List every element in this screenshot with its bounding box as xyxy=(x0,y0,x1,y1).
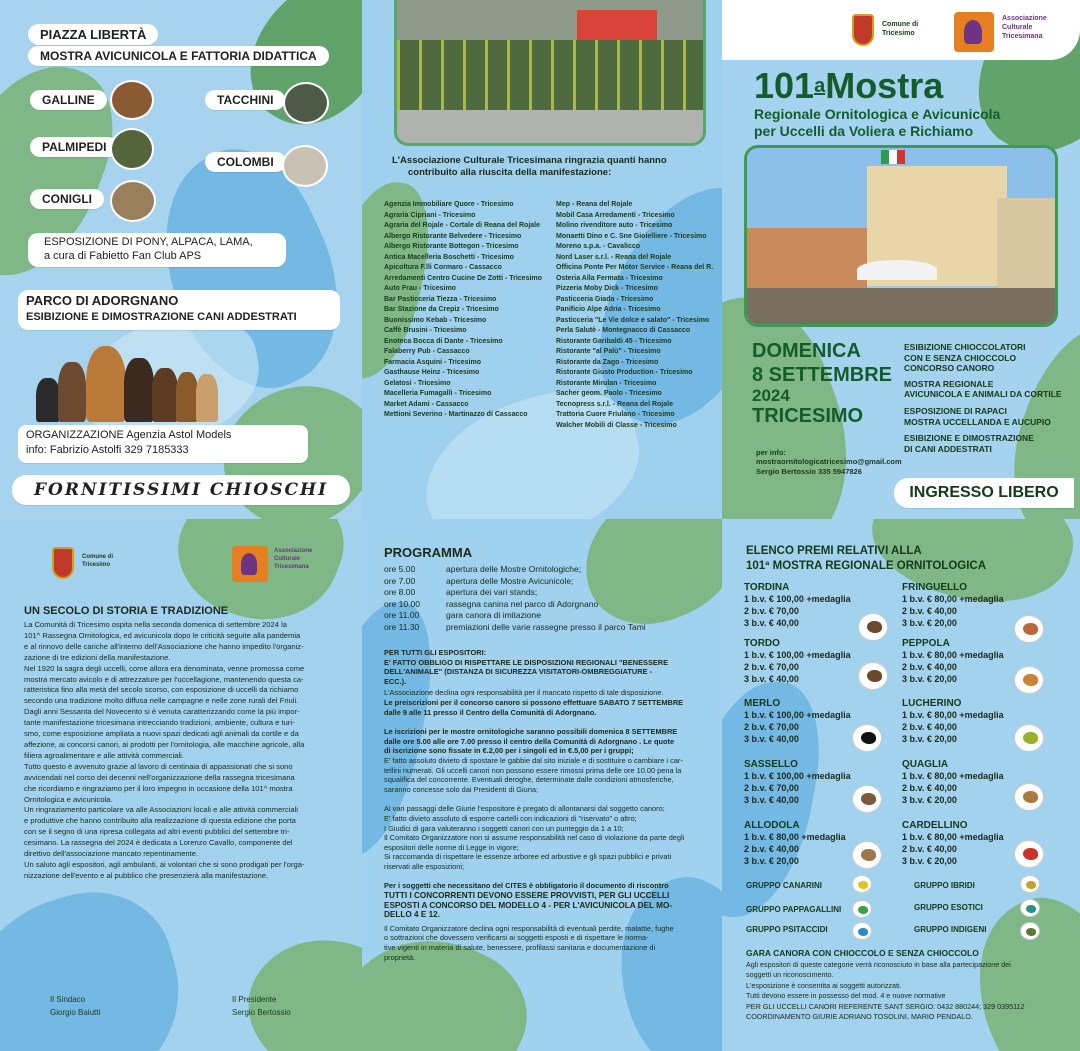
panel-cover xyxy=(722,0,1080,519)
rule-bold-line: ESPOSTI A CONCORSO DEL MODELLO 4 - PER L'AVICUNICOLA DEL MO- xyxy=(384,900,673,910)
body-line: Nel 1920 la sagra degli uccelli, come allora era denominata, venne promossa come xyxy=(24,663,305,673)
prizes-heading-1: ELENCO PREMI RELATIVI ALLA xyxy=(746,545,922,557)
body-line: 101^ Rassegna Ornitologica, ed avicunicola dopo le criticità seguite alla pandemia xyxy=(24,630,301,640)
schedule-row xyxy=(384,599,646,611)
sponsor-item: Gelatosi - Tricesimo xyxy=(384,379,451,387)
sponsor-item: Falaberry Pub - Cassacco xyxy=(384,348,470,355)
schedule-table xyxy=(384,564,646,634)
prize-block-tordo xyxy=(744,638,851,686)
gara-line: COORDINAMENTO GIURIE ADRIANO TOSOLINI, MARIO PENDALO. xyxy=(746,1012,973,1022)
prize-name: SASSELLO xyxy=(744,759,798,770)
cover-subtitle-1: Regionale Ornitologica e Avicunicola xyxy=(754,106,1001,122)
rule-line: saranno concesse solo dai Presidenti di Giuria; xyxy=(384,784,539,794)
sponsor-item: Agraria Cipriani - Tricesimo xyxy=(384,211,476,219)
schedule-text: apertura dei vari stands; xyxy=(446,587,538,598)
prize-line: 2 b.v. € 40,00 xyxy=(744,844,799,855)
info-phone: Sergio Bertossio 335 5947826 xyxy=(756,467,862,476)
sponsor-item: Ristorante da Zago - Tricesimo xyxy=(556,358,659,366)
rule-line: L'Associazione declina ogni responsabilità per il mancato rispetto di tale disposizione. xyxy=(384,688,664,698)
esotici-bird-icon xyxy=(1020,899,1040,917)
prize-block-peppola xyxy=(902,638,1004,686)
body-line: Ornitologica e avicunicola. xyxy=(24,794,113,804)
body-line: e al rinnovo delle cariche all'interno dell'Associazione che hanno impedito l'organiz- xyxy=(24,641,304,651)
body-line: Un ringraziamento particolare va alle Associazioni locali e alle attività commerciali xyxy=(24,805,298,815)
panel-prizes xyxy=(722,519,1080,1051)
prize-line: 3 b.v. € 20,00 xyxy=(902,618,957,629)
kiosks-banner: FORNITISSIMI CHIOSCHI xyxy=(12,475,350,505)
gara-line: soggetti un riconoscimento. xyxy=(746,970,834,980)
schedule-time: ore 5.00 xyxy=(384,564,416,574)
sponsor-item: Molino rivenditore auto - Tricesimo xyxy=(556,222,673,229)
prize-line: 1 b.v. € 100,00 +medaglia xyxy=(744,650,851,660)
schedule-text: apertura delle Mostre Avicunicole; xyxy=(446,575,574,586)
quaglia-bird-icon xyxy=(1014,783,1044,811)
schedule-text: gara canora di imitazione xyxy=(446,610,541,621)
rule-line: espositori delle norme di Legge in vigore; xyxy=(384,842,519,852)
prize-name: TORDO xyxy=(744,638,780,649)
sponsor-item: Mep - Reana del Rojale xyxy=(556,201,633,208)
body-line: ratteristica fino alla metà del secolo scorso, con esposizione di uccelli da richiamo xyxy=(24,685,299,695)
program-heading: PROGRAMMA xyxy=(384,545,473,560)
org-line2: info: Fabrizio Astolfi 329 7185333 xyxy=(26,444,189,456)
schedule-text: rassegna canina nel parco di Adorgnano xyxy=(446,598,599,609)
rule-line: I Giudici di gara valuteranno i soggetti canori con un punteggio da 1 a 10; xyxy=(384,823,624,833)
rule-line: tive vigenti in materia di salute, benessere, profilassi sanitaria e documentazione di xyxy=(384,943,656,953)
schedule-row xyxy=(384,622,646,634)
dogs-photo xyxy=(36,342,218,424)
body-line: affezione, ai concorsi canori, ai prodotti per l'ornitologia, alle macchine agricole, alla xyxy=(24,739,305,749)
body-line: con se il segno di una ripresa collegata ad altri eventi pubblici del settembre tri- xyxy=(24,827,290,837)
info-label: per info: xyxy=(756,448,786,457)
body-line: secondo una tradizione molto diffusa nelle campagne e nelle zone rurali del Friuli. xyxy=(24,696,299,706)
indigeni-bird-icon xyxy=(1020,922,1040,940)
event-item: ESIBIZIONE CHIOCCOLATORI xyxy=(904,342,1026,352)
body-line: e produttive che hanno contribuito alla realizzazione di questa edizione che porta xyxy=(24,816,296,826)
comune-crest-icon xyxy=(52,547,74,579)
prize-line: 1 b.v. € 80,00 +medaglia xyxy=(902,710,1004,720)
body-line: zazione di tre edizioni della manifestazione. xyxy=(24,652,171,662)
association-label: Associazione Culturale Tricesimana xyxy=(274,548,313,570)
body-line: mostra mercato avicolo e di attrezzature per l'uccellagione, mantenendo questa ca- xyxy=(24,674,304,684)
rule-line: proprietà. xyxy=(384,952,416,962)
rule-line: E' fatto divieto assoluto di esporre cartelli con indicazioni di "riservato" o altro; xyxy=(384,813,637,823)
sponsor-item: Agraria del Rojale - Cortale di Reana del Rojale xyxy=(384,222,540,229)
prize-line: 3 b.v. € 20,00 xyxy=(902,856,957,867)
schedule-time: ore 11.00 xyxy=(384,610,420,621)
allodola-bird-icon xyxy=(852,841,882,869)
sign-mayor-role: Il Sindaco xyxy=(50,995,86,1004)
date-day: DOMENICA xyxy=(752,340,861,362)
schedule-time: ore 11.30 xyxy=(384,621,420,632)
prize-name: CARDELLINO xyxy=(902,820,968,831)
piazza-title: PIAZZA LIBERTÀ xyxy=(28,24,158,45)
sponsor-item: Pasticceria Giada - Tricesimo xyxy=(556,295,654,303)
sponsor-item: Ristorante "al Palù" - Tricesimo xyxy=(556,348,661,355)
colombi-photo xyxy=(282,145,328,187)
fringuello-bird-icon xyxy=(1014,615,1044,643)
association-logo-icon xyxy=(954,12,994,52)
history-body xyxy=(24,620,304,882)
prize-line: 3 b.v. € 20,00 xyxy=(902,734,957,745)
sponsor-item: Panificio Alpe Adria - Tricesimo xyxy=(556,306,661,313)
canarini-bird-icon xyxy=(852,875,872,893)
prize-line: 2 b.v. € 70,00 xyxy=(744,606,799,617)
rule-line: tellini numerati. Gli uccelli canori non possono essere rimossi prima delle ore 10.00 pena la xyxy=(384,765,682,775)
cardellino-bird-icon xyxy=(1014,840,1044,868)
peppola-bird-icon xyxy=(1014,666,1044,694)
sponsors-left-list xyxy=(384,200,542,421)
event-item: ESIBIZIONE E DIMOSTRAZIONE xyxy=(904,433,1034,444)
org-line1: ORGANIZZAZIONE Agenzia Astol Models xyxy=(26,429,232,441)
prize-line: 2 b.v. € 70,00 xyxy=(744,722,799,733)
sign-president-role: Il Presidente xyxy=(232,995,277,1004)
title-superscript: a xyxy=(814,75,826,97)
leaf-decoration xyxy=(228,0,362,149)
piazza-subtitle: MOSTRA AVICUNICOLA E FATTORIA DIDATTICA xyxy=(28,46,329,66)
thanks-line1: L'Associazione Culturale Tricesimana ringrazia quanti hanno xyxy=(392,155,667,166)
prize-line: 3 b.v. € 40,00 xyxy=(744,618,799,629)
animal-tacchini: TACCHINI xyxy=(205,90,285,110)
sponsor-item: Trattoria Cuore Friulano - Tricesimo xyxy=(556,411,675,418)
body-line: La Comunità di Tricesimo ospita nella seconda domenica di settembre 2024 la xyxy=(24,620,287,629)
prize-line: 1 b.v. € 80,00 +medaglia xyxy=(902,594,1004,604)
schedule-text: premiazioni delle varie rassegne presso il parco Tami xyxy=(446,621,646,632)
event-item: CON E SENZA CHIOCCOLO xyxy=(904,352,1017,363)
market-photo xyxy=(394,0,706,146)
panel-program xyxy=(362,519,722,1051)
ibridi-bird-icon xyxy=(1020,875,1040,893)
prize-line: 1 b.v. € 80,00 +medaglia xyxy=(902,771,1004,781)
prize-name: FRINGUELLO xyxy=(902,582,967,593)
gara-title: GARA CANORA CON CHIOCCOLO E SENZA CHIOCCOLO xyxy=(746,948,979,958)
prize-name: ALLODOLA xyxy=(744,820,800,831)
rule-bold-line: DELL'ANIMALE" (DISTANZA DI SICUREZZA VISITATORI-OMBREGGIATURE - xyxy=(384,667,653,677)
sponsors-right-list xyxy=(556,200,713,431)
event-item: MOSTRA UCCELLANDA E AUCUPIO xyxy=(904,416,1051,427)
body-line: nizzazione dell'evento e al pubblico che presenzierà alla manifestazione. xyxy=(24,870,269,880)
leaf-decoration xyxy=(226,908,362,1051)
sponsor-item: Auto Frau - Tricesimo xyxy=(384,285,456,292)
body-line: Dagli anni Sessanta del Novecento si è venuta caratterizzando come la più impor- xyxy=(24,707,300,717)
body-line: smo, come esposizione ampliata a nuovi spazi dedicati agli animali da cortile e da xyxy=(24,729,299,739)
association-label: Associazione Culturale Tricesimana xyxy=(1002,15,1047,40)
rule-line: Il Comitato Organizzatore declina ogni responsabilità di eventuali perdite, malattie, fughe xyxy=(384,923,674,933)
parco-title: PARCO DI ADORGNANO xyxy=(26,293,179,308)
date-month: 8 SETTEMBRE xyxy=(752,364,893,386)
prize-block-quaglia xyxy=(902,759,1004,807)
parco-subtitle: ESIBIZIONE E DIMOSTRAZIONE CANI ADDESTRATI xyxy=(26,311,297,323)
sponsor-item: Sacher geom. Paolo - Tricesimo xyxy=(556,390,662,397)
rule-bold-line: dalle ore 5.00 alle ore 7.00 presso il centro della Comunità di Adorgnano . Le quote xyxy=(384,736,675,746)
body-line: Tutto questo è avvenuto grazie al lavoro di centinaia di appassionati che si sono xyxy=(24,761,293,771)
comune-crest-icon xyxy=(852,14,874,46)
prize-name: MERLO xyxy=(744,698,781,709)
sponsor-item: Antica Macelleria Boschetti - Tricesimo xyxy=(384,253,514,261)
palmipedi-photo xyxy=(110,128,154,170)
sponsor-item: Buonissimo Kebab - Tricesimo xyxy=(384,316,487,324)
sponsor-item: Mettioni Severino - Martinazzo di Cassacco xyxy=(384,411,528,418)
body-line: che ricordiamo e ringraziamo per il loro impegno in occasione della 101^ mostra xyxy=(24,783,293,793)
tacchini-photo xyxy=(283,82,329,124)
rule-bold-line: Per i soggetti che necessitano del CITES è obbligatorio il documento di riscontro xyxy=(384,881,669,891)
exhibitors-rules xyxy=(384,648,684,962)
prize-line: 2 b.v. € 40,00 xyxy=(902,783,957,794)
lucherino-bird-icon xyxy=(1014,724,1044,752)
schedule-row xyxy=(384,564,646,576)
rule-line: Il Comitato Organizzatore non si assume responsabilità nel caso di violazione da parte degli xyxy=(384,833,685,843)
title-number: 101 xyxy=(754,65,815,106)
schedule-text: apertura delle Mostre Ornitologiche; xyxy=(446,564,582,574)
prize-line: 1 b.v. € 80,00 +medaglia xyxy=(902,650,1004,660)
sponsor-item: Officina Ponte Per Motor Service - Reana del R. xyxy=(556,264,714,271)
sponsor-item: Pizzeria Moby Dick - Tricesimo xyxy=(556,285,658,292)
prize-line: 3 b.v. € 40,00 xyxy=(744,795,799,806)
panel-history xyxy=(0,519,362,1051)
prize-line: 1 b.v. € 80,00 +medaglia xyxy=(902,832,1004,842)
sponsor-item: Monaetti Dino e C. Sne Gioielliere - Tricesimo xyxy=(556,232,707,240)
event-item: ESPOSIZIONE DI RAPACI xyxy=(904,405,1007,416)
title-word: Mostra xyxy=(825,65,944,106)
conigli-photo xyxy=(110,180,156,222)
rule-bold-line: TUTTI I CONCORRENTI DEVONO ESSERE PROVVISTI, PER GLI UCCELLI xyxy=(384,891,670,901)
body-line: Un saluto agli espositori, agli ambulanti, ai volontari che si sono prodigati per l'orga- xyxy=(24,859,305,869)
animal-galline: GALLINE xyxy=(30,90,107,110)
prize-block-cardellino xyxy=(902,820,1004,868)
group-esotici: GRUPPO ESOTICI xyxy=(914,903,983,912)
sponsor-item: Enoteca Bocca di Dante - Tricesimo xyxy=(384,337,503,345)
prize-line: 3 b.v. € 40,00 xyxy=(744,734,799,745)
rule-line: squalifica del concorrente. Eventuali deroghe, determinate dalle condizioni atmosferiche, xyxy=(384,775,674,785)
merlo-bird-icon xyxy=(852,724,882,752)
group-pappagallini: GRUPPO PAPPAGALLINI xyxy=(746,905,842,914)
rule-bold-line: Le preiscrizioni per il concorso canoro si possono effettuare SABATO 7 SETTEMBRE xyxy=(384,697,684,707)
prize-line: 3 b.v. € 20,00 xyxy=(744,856,799,867)
prizes-heading-2: 101ª MOSTRA REGIONALE ORNITOLOGICA xyxy=(746,560,987,572)
prize-line: 2 b.v. € 40,00 xyxy=(902,722,957,733)
sponsor-item: Caffè Brusini - Tricesimo xyxy=(384,327,467,334)
rule-bold-line: PER TUTTI GLI ESPOSITORI: xyxy=(384,648,487,657)
comune-label: Comune di Tricesimo xyxy=(82,554,113,568)
body-line: direttivo dell'associazione mancato repentinamente. xyxy=(24,849,199,859)
sponsor-item: Perla Salutè - Montegnacco di Cassacco xyxy=(556,327,691,334)
animal-colombi: COLOMBI xyxy=(205,152,286,172)
prize-name: TORDINA xyxy=(744,582,790,593)
sponsor-item: Ristorante Giusto Production - Tricesimo xyxy=(556,369,693,376)
schedule-time: ore 10.00 xyxy=(384,598,420,609)
sponsor-item: Tecnopress s.r.l. - Reana del Rojale xyxy=(556,400,673,408)
sponsor-item: Apicoltura F.lli Cormaro - Cassacco xyxy=(384,264,502,271)
sponsor-item: Farmacia Asquini - Tricesimo xyxy=(384,358,481,366)
schedule-time: ore 8.00 xyxy=(384,587,416,598)
comune-label: Comune di Tricesimo xyxy=(882,21,919,37)
rule-line: riservati alle esposizioni; xyxy=(384,861,465,871)
sponsor-item: Bar Stazione da Crepiz - Tricesimo xyxy=(384,306,499,313)
expo-line1: ESPOSIZIONE DI PONY, ALPACA, LAMA, xyxy=(44,236,253,248)
gara-line: L'esposizione è consentita ai soggetti autorizzati. xyxy=(746,980,902,990)
gara-line: Tutti devono essere in possesso del mod. 4 e nuove normative xyxy=(746,991,946,1001)
leaf-decoration xyxy=(0,874,202,1051)
tordo-bird-icon xyxy=(858,662,888,690)
sponsor-item: Bar Pasticceria Tiezza - Tricesimo xyxy=(384,295,497,303)
panel-sponsors xyxy=(362,0,722,519)
cover-subtitle-2: per Uccelli da Voliera e Richiamo xyxy=(754,123,974,139)
group-ibridi: GRUPPO IBRIDI xyxy=(914,881,975,890)
sponsor-item: Gasthause Heinz - Tricesimo xyxy=(384,369,480,376)
sponsor-item: Mobil Casa Arredamenti - Tricesimo xyxy=(556,211,675,219)
sign-mayor-name: Giorgio Baiutti xyxy=(50,1008,101,1017)
prize-block-fringuello xyxy=(902,582,1004,630)
org-box xyxy=(18,425,308,463)
group-indigeni: GRUPPO INDIGENI xyxy=(914,925,987,934)
panel-piazza xyxy=(0,0,362,519)
prize-block-sassello xyxy=(744,759,851,807)
body-line: cesimano. La rassegna del 2024 è dedicata a Lorenzo Cavallo, componente del xyxy=(24,838,293,848)
sign-president-name: Sergio Bertossio xyxy=(232,1008,291,1017)
prize-line: 2 b.v. € 70,00 xyxy=(744,783,799,794)
prize-line: 3 b.v. € 40,00 xyxy=(744,674,799,685)
sponsor-item: Arredamenti Centro Cucine De Zotti - Tricesimo xyxy=(384,274,542,282)
gara-text xyxy=(746,960,1025,1022)
schedule-time: ore 7.00 xyxy=(384,575,416,586)
event-item: CONCORSO CANORO xyxy=(904,363,995,374)
prize-line: 2 b.v. € 40,00 xyxy=(902,662,957,673)
rule-line: E' fatto assoluto divieto di spostare le gabbie dal sito iniziale e di sostituire o cambiare i car- xyxy=(384,755,683,765)
schedule-row xyxy=(384,576,646,588)
gara-line: Agli espositori di queste categorie verrà riconosciuto in base alla partecipazione dei xyxy=(746,960,1011,969)
prize-line: 2 b.v. € 70,00 xyxy=(744,662,799,673)
psitaccidi-bird-icon xyxy=(852,922,872,940)
sponsor-item: Ristorante Garibaldi 45 - Tricesimo xyxy=(556,337,672,345)
animal-conigli: CONIGLI xyxy=(30,189,104,209)
gara-line: PER GLI UCCELLI CANORI REFERENTE SANT SERGIO: 0432 880244; 329 0395112 xyxy=(746,1001,1025,1011)
sponsor-item: Pasticceria "Le Vie dolce e salato" - Tricesimo xyxy=(556,316,710,324)
prize-line: 1 b.v. € 100,00 +medaglia xyxy=(744,594,851,604)
rule-line: Ai vari passaggi delle Giurie l'espositore è pregato di allontanarsi dal soggetto canoro; xyxy=(384,804,665,814)
galline-photo xyxy=(110,80,154,120)
rule-line: o sottrazioni che dovessero verificarsi ai soggetti esposti e di rispettare le norma- xyxy=(384,933,649,943)
association-logo-icon xyxy=(232,546,268,582)
event-item: MOSTRA REGIONALE xyxy=(904,378,994,389)
date-year: 2024 xyxy=(752,386,790,405)
prize-name: PEPPOLA xyxy=(902,638,950,649)
sponsor-item: Walcher Mobili di Classe - Tricesimo xyxy=(556,421,677,429)
prize-block-allodola xyxy=(744,820,846,868)
sponsor-item: Albergo Ristorante Bottegon - Tricesimo xyxy=(384,243,519,250)
rule-bold-line: di iscrizione sono fissate in €.2,00 per i singoli ed in €.5,00 per i gruppi; xyxy=(384,746,634,756)
rule-bold-line: DELLO 4 E 12. xyxy=(384,910,440,920)
prize-line: 2 b.v. € 40,00 xyxy=(902,844,957,855)
group-canarini: GRUPPO CANARINI xyxy=(746,881,823,890)
thanks-line2: contribuito alla riuscita della manifestazione: xyxy=(408,167,612,178)
parco-box xyxy=(18,290,340,330)
event-item: AVICUNICOLA E ANIMALI DA CORTILE xyxy=(904,389,1062,400)
town-photo xyxy=(744,145,1058,327)
history-heading: UN SECOLO DI STORIA E TRADIZIONE xyxy=(24,605,229,617)
schedule-row xyxy=(384,610,646,622)
sponsor-item: Moreno s.p.a. - Cavalicco xyxy=(556,243,641,250)
sponsor-item: Agenzia Immobiliare Quore - Tricesimo xyxy=(384,201,514,208)
event-item: DI CANI ADDESTRATI xyxy=(904,443,992,454)
sponsor-item: Macelleria Fumagalli - Tricesimo xyxy=(384,390,492,397)
sponsor-item: Albergo Ristorante Belvedere - Tricesimo xyxy=(384,232,522,240)
prize-line: 3 b.v. € 20,00 xyxy=(902,795,957,806)
prize-block-merlo xyxy=(744,698,851,746)
schedule-row xyxy=(384,587,646,599)
prize-line: 1 b.v. € 80,00 +medaglia xyxy=(744,832,846,842)
group-psitaccidi: GRUPPO PSITACCIDI xyxy=(746,925,828,934)
sassello-bird-icon xyxy=(852,785,882,813)
prize-line: 1 b.v. € 100,00 +medaglia xyxy=(744,710,851,720)
prize-line: 1 b.v. € 100,00 +medaglia xyxy=(744,771,851,781)
tordina-bird-icon xyxy=(858,613,888,641)
free-entry-banner: INGRESSO LIBERO xyxy=(894,478,1074,508)
prize-block-tordina xyxy=(744,582,851,630)
sponsor-item: Ristorante Mirulan - Tricesimo xyxy=(556,379,657,387)
rule-bold-line: ECC.). xyxy=(384,676,407,686)
rule-bold-line: dalle 9 alle 11 presso il Centro della Comunità di Adorgnano. xyxy=(384,707,597,717)
rule-bold-line: Le iscrizioni per le mostre ornitologiche saranno possibili domenica 8 SETTEMBRE xyxy=(384,727,678,737)
prize-line: 2 b.v. € 40,00 xyxy=(902,606,957,617)
sponsor-item: Market Adami - Cassacco xyxy=(384,400,469,408)
prize-name: QUAGLIA xyxy=(902,759,949,770)
sponsor-item: Osteria Alla Fermata - Tricesimo xyxy=(556,274,663,282)
rule-bold-line: E' FATTO OBBLIGO DI RISPETTARE LE DISPOSIZIONI REGIONALI "BENESSERE xyxy=(384,657,669,667)
rule-line: Si raccomanda di rispettare le essenze arboree ed arbustive e gli spazi pubblici e privati xyxy=(384,852,672,862)
animal-palmipedi: PALMIPEDI xyxy=(30,137,118,157)
sponsor-item: Nord Laser s.r.l. - Reana del Rojale xyxy=(556,253,672,261)
cover-title xyxy=(754,66,943,106)
info-email: mostraornitologicatricesimo@gmail.com xyxy=(756,457,902,466)
expo-box xyxy=(28,233,286,267)
body-line: avvicendati nel corso dei decenni nell'organizzazione della rassegna tricesimana xyxy=(24,772,295,782)
body-line: filiera agroalimentare e alle attività commerciali. xyxy=(24,750,184,760)
prize-name: LUCHERINO xyxy=(902,698,962,709)
prize-block-lucherino xyxy=(902,698,1004,746)
date-town: TRICESIMO xyxy=(752,405,864,427)
body-line: tante manifestazione tricesimana intrecciando tradizioni, ambiente, cultura e turi- xyxy=(24,718,295,728)
expo-line2: a cura di Fabietto Fan Club APS xyxy=(44,250,202,262)
prize-line: 3 b.v. € 20,00 xyxy=(902,674,957,685)
events-list xyxy=(904,342,1062,454)
pappagallini-bird-icon xyxy=(852,900,872,918)
